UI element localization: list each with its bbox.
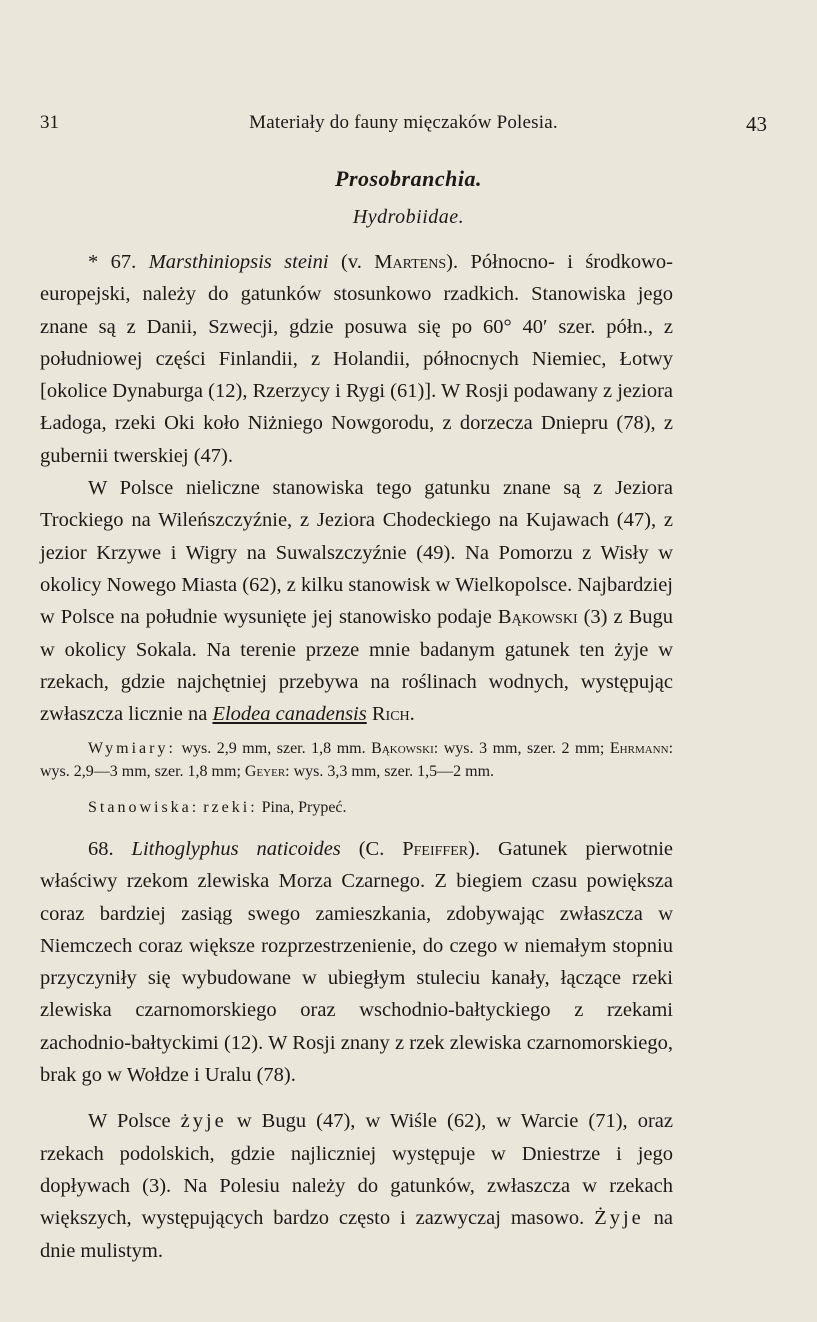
species-68-p2-verb-2: Żyje (594, 1207, 644, 1230)
page-number: 43 (746, 112, 767, 136)
species-68-author: Pfeiffer (402, 838, 469, 860)
species-68-p2-text-d: na dnie mulistym. (40, 1207, 674, 1262)
species-67-p2-text-a: W Polsce nieliczne stanowiska tego gatunku znane są z Jeziora Trockiego na Wileńszczyźnie, z Jeziora Chodeckiego na Kujawach (47), z jezior Krzywe i Wigry na Suwalszczyźnie (49). Na Pomorzu z Wisły w okolicy Nowego Miasta (62), z kilku stanowisk w Wielkopolsce. Najbardziej w Polsce na południe wysunięte jej stanowisko podaje (40, 477, 673, 629)
species-67-plant-author: Rich. (371, 703, 415, 726)
species-68-name: Lithoglyphus naticoides (131, 838, 341, 860)
species-67-sites (40, 797, 673, 820)
species-68-p2-verb: żyje (180, 1110, 227, 1133)
measurements-label: Wymiary: (88, 740, 176, 758)
sites-label: Stanowiska: (88, 799, 200, 817)
species-67-name: Marsthiniopsis steini (148, 251, 329, 273)
section-title: Prosobranchia. (335, 166, 482, 191)
running-header (40, 112, 767, 142)
species-67-measurements (40, 738, 673, 783)
species-67-author-open: (v. (328, 251, 375, 273)
species-67-p2-text-b: (3) z Bugu w okolicy Sokala. Na terenie przeze mnie badanym gatunek ten żyje w rzekach, gdzie najchętniej przebywa na roślinach wodnych, występując zwłaszcza licznie na (40, 606, 673, 726)
species-68-author-open: (C. (340, 838, 403, 860)
measurements-text-d: : wys. 3,3 mm, szer. 1,5—2 mm. (285, 762, 495, 780)
running-title: Materiały do fauny mięczaków Polesia. (249, 112, 558, 133)
species-68-paragraph-2 (40, 1105, 673, 1266)
measurements-text-b: : wys. 3 mm, szer. 2 mm; (433, 740, 610, 758)
species-67-author: Martens (374, 251, 447, 273)
header-left-number: 31 (40, 112, 59, 133)
species-67-plant-name: Elodea canadensis (212, 703, 367, 726)
measurements-text-c: : wys. 2,9—3 mm, szer. 1,8 mm; (40, 740, 674, 780)
species-67-paragraph-1 (40, 246, 673, 472)
species-67-entry (40, 246, 673, 820)
species-67-measurements-block (40, 738, 673, 820)
species-67-p2-author: Bąkowski (497, 606, 578, 629)
family-title: Hydrobiidae. (352, 206, 465, 228)
measurements-author-2: Ehrmann (609, 740, 669, 758)
species-68-entry (40, 833, 673, 1267)
species-68-p2-text-b: w Bugu (47), w Wiśle (62), w Warcie (71), oraz rzekach podolskich, gdzie najliczniej występuje w Dniestrze i jego dopływach (3). Na Polesiu należy do gatunków, zwłaszcza w rzekach większych, występujących bardzo często i zazwyczaj masowo. (40, 1110, 673, 1230)
species-67-text: ). Północno- i środkowo-europejski, należy do gatunków stosunkowo rzadkich. Stanowiska jego znane są z Danii, Szwecji, gdzie posuwa się po 60° 40′ szer. półn., z południowej części Finlandii, z Holandii, północnych Niemiec, Łotwy [okolice Dynaburga (12), Rzerzycy i Rygi (61)]. W Rosji podawany z jeziora Ładoga, rzeki Oki koło Niżniego Nowgorodu, z dorzecza Dniepru (78), z gubernii twerskiej (47). (40, 251, 674, 467)
species-67-paragraph-2 (40, 472, 673, 730)
species-68-text: ). Gatunek pierwotnie właściwy rzekom zlewiska Morza Czarnego. Z biegiem czasu powiększa coraz bardziej zasiąg swego zamieszkania, zdobywając zwłaszcza w Niemczech coraz większe rozprzestrzenienie, do czego w niemałym stopniu przyczyniły się wybudowane w ubiegłym stuleciu kanały, łączące rzeki zlewiska czarnomorskiego oraz wschodnio-bałtyckiego z rzekami zachodnio-bałtyckimi (12). W Rosji znany z rzek zlewiska czarnomorskiego, brak go w Wołdze i Uralu (78). (40, 838, 674, 1087)
species-67-marker: * 67. (88, 251, 137, 273)
species-68-marker: 68. (88, 838, 114, 860)
measurements-author-3: Geyer (244, 762, 286, 780)
sites-sublabel: rzeki: (203, 799, 258, 817)
measurements-text-a: wys. 2,9 mm, szer. 1,8 mm. (175, 740, 372, 758)
sites-text: Pina, Prypeć. (257, 799, 347, 817)
measurements-author-1: Bąkowski (371, 740, 434, 758)
species-68-p2-text-a: W Polsce (88, 1110, 181, 1133)
species-68-paragraph-1 (40, 833, 673, 1091)
